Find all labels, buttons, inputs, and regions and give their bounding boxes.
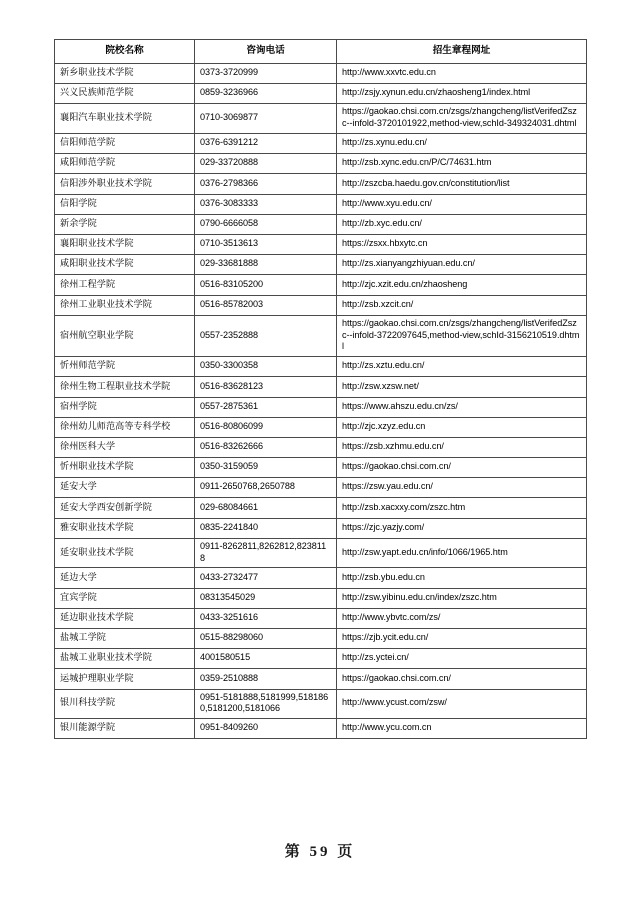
cell-url: http://zsb.xync.edu.cn/P/C/74631.htm — [337, 154, 587, 174]
cell-url: http://zsjy.xynun.edu.cn/zhaosheng1/index.html — [337, 84, 587, 104]
cell-institution-name: 襄阳职业技术学院 — [55, 234, 195, 254]
column-header-phone: 咨询电话 — [195, 40, 337, 64]
table-row — [55, 588, 587, 608]
table-header-row — [55, 40, 587, 64]
table-row — [55, 437, 587, 457]
cell-institution-name: 信阳师范学院 — [55, 134, 195, 154]
cell-url: https://gaokao.chsi.com.cn/ — [337, 669, 587, 689]
table-row — [55, 315, 587, 356]
cell-institution-name: 延安大学 — [55, 478, 195, 498]
cell-url: http://zsw.yapt.edu.cn/info/1066/1965.htm — [337, 538, 587, 568]
cell-phone: 0859-3236966 — [195, 84, 337, 104]
cell-phone: 029-33681888 — [195, 255, 337, 275]
cell-institution-name: 银川科技学院 — [55, 689, 195, 719]
table-row — [55, 84, 587, 104]
cell-phone: 0516-80806099 — [195, 417, 337, 437]
cell-url: http://www.xxvtc.edu.cn — [337, 64, 587, 84]
table-row — [55, 194, 587, 214]
cell-url: https://gaokao.chsi.com.cn/ — [337, 458, 587, 478]
cell-url: http://www.ycust.com/zsw/ — [337, 689, 587, 719]
column-header-url: 招生章程网址 — [337, 40, 587, 64]
cell-institution-name: 襄阳汽车职业技术学院 — [55, 104, 195, 134]
table-row — [55, 649, 587, 669]
cell-institution-name: 徐州工业职业技术学院 — [55, 295, 195, 315]
table-row — [55, 295, 587, 315]
table-row — [55, 255, 587, 275]
cell-url: http://www.ycu.com.cn — [337, 719, 587, 739]
cell-phone: 0710-3513613 — [195, 234, 337, 254]
cell-institution-name: 咸阳职业技术学院 — [55, 255, 195, 275]
table-row — [55, 417, 587, 437]
table-row — [55, 377, 587, 397]
cell-phone: 0515-88298060 — [195, 629, 337, 649]
cell-url: https://gaokao.chsi.com.cn/zsgs/zhangcheng/listVerifedZszc--infold-3722097645,method-view,schId-3156210519.dhtml — [337, 315, 587, 356]
cell-institution-name: 运城护理职业学院 — [55, 669, 195, 689]
cell-institution-name: 银川能源学院 — [55, 719, 195, 739]
cell-phone: 0790-6666058 — [195, 214, 337, 234]
cell-url: https://zjb.ycit.edu.cn/ — [337, 629, 587, 649]
cell-url: http://zsb.ybu.edu.cn — [337, 568, 587, 588]
table-row — [55, 64, 587, 84]
table-row — [55, 134, 587, 154]
cell-phone: 0951-5181888,5181999,5181860,5181200,5181066 — [195, 689, 337, 719]
cell-url: http://zsw.yibinu.edu.cn/index/zszc.htm — [337, 588, 587, 608]
table-row — [55, 214, 587, 234]
cell-institution-name: 延边大学 — [55, 568, 195, 588]
cell-url: https://zjc.yazjy.com/ — [337, 518, 587, 538]
cell-phone: 0911-2650768,2650788 — [195, 478, 337, 498]
cell-institution-name: 新乡职业技术学院 — [55, 64, 195, 84]
cell-url: https://www.ahszu.edu.cn/zs/ — [337, 397, 587, 417]
cell-phone: 029-33720888 — [195, 154, 337, 174]
table-row — [55, 458, 587, 478]
table-row — [55, 234, 587, 254]
cell-phone: 0359-2510888 — [195, 669, 337, 689]
cell-institution-name: 盐城工业职业技术学院 — [55, 649, 195, 669]
cell-url: http://zsb.xzcit.cn/ — [337, 295, 587, 315]
cell-phone: 0557-2875361 — [195, 397, 337, 417]
column-header-institution-name: 院校名称 — [55, 40, 195, 64]
table-row — [55, 154, 587, 174]
cell-institution-name: 忻州师范学院 — [55, 357, 195, 377]
cell-url: http://zs.yctei.cn/ — [337, 649, 587, 669]
table-body — [55, 64, 587, 739]
cell-url: http://zjc.xzyz.edu.cn — [337, 417, 587, 437]
cell-phone: 0433-2732477 — [195, 568, 337, 588]
cell-url: https://zsw.yau.edu.cn/ — [337, 478, 587, 498]
table-row — [55, 397, 587, 417]
cell-phone: 0350-3159059 — [195, 458, 337, 478]
cell-institution-name: 新余学院 — [55, 214, 195, 234]
cell-phone: 08313545029 — [195, 588, 337, 608]
cell-institution-name: 宿州学院 — [55, 397, 195, 417]
cell-phone: 0835-2241840 — [195, 518, 337, 538]
admissions-table — [54, 39, 587, 739]
cell-phone: 0433-3251616 — [195, 608, 337, 628]
cell-url: https://zsb.xzhmu.edu.cn/ — [337, 437, 587, 457]
cell-url: http://zsb.xacxxy.com/zszc.htm — [337, 498, 587, 518]
table-row — [55, 538, 587, 568]
cell-institution-name: 兴义民族师范学院 — [55, 84, 195, 104]
cell-phone: 0373-3720999 — [195, 64, 337, 84]
cell-institution-name: 咸阳师范学院 — [55, 154, 195, 174]
cell-phone: 0710-3069877 — [195, 104, 337, 134]
cell-institution-name: 雅安职业技术学院 — [55, 518, 195, 538]
cell-phone: 0376-3083333 — [195, 194, 337, 214]
cell-phone: 0516-83262666 — [195, 437, 337, 457]
cell-phone: 0951-8409260 — [195, 719, 337, 739]
cell-institution-name: 忻州职业技术学院 — [55, 458, 195, 478]
cell-phone: 0350-3300358 — [195, 357, 337, 377]
table-row — [55, 629, 587, 649]
table-row — [55, 719, 587, 739]
cell-phone: 029-68084661 — [195, 498, 337, 518]
cell-institution-name: 宜宾学院 — [55, 588, 195, 608]
cell-institution-name: 信阳学院 — [55, 194, 195, 214]
cell-url: http://zs.xianyangzhiyuan.edu.cn/ — [337, 255, 587, 275]
cell-phone: 0516-85782003 — [195, 295, 337, 315]
table-row — [55, 104, 587, 134]
cell-url: https://gaokao.chsi.com.cn/zsgs/zhangcheng/listVerifedZszc--infold-3720101922,method-view,schId-349324031.dhtml — [337, 104, 587, 134]
cell-phone: 0911-8262811,8262812,8238118 — [195, 538, 337, 568]
cell-phone: 0376-6391212 — [195, 134, 337, 154]
table-row — [55, 669, 587, 689]
cell-phone: 0557-2352888 — [195, 315, 337, 356]
cell-url: http://zjc.xzit.edu.cn/zhaosheng — [337, 275, 587, 295]
table-row — [55, 275, 587, 295]
cell-phone: 0516-83628123 — [195, 377, 337, 397]
cell-url: https://zsxx.hbxytc.cn — [337, 234, 587, 254]
cell-institution-name: 宿州航空职业学院 — [55, 315, 195, 356]
cell-url: http://zsw.xzsw.net/ — [337, 377, 587, 397]
cell-phone: 0516-83105200 — [195, 275, 337, 295]
cell-institution-name: 徐州幼儿师范高等专科学校 — [55, 417, 195, 437]
cell-institution-name: 徐州生物工程职业技术学院 — [55, 377, 195, 397]
table-row — [55, 478, 587, 498]
cell-url: http://www.ybvtc.com/zs/ — [337, 608, 587, 628]
table-row — [55, 568, 587, 588]
cell-url: http://www.xyu.edu.cn/ — [337, 194, 587, 214]
table-row — [55, 689, 587, 719]
cell-url: http://zb.xyc.edu.cn/ — [337, 214, 587, 234]
cell-url: http://zs.xynu.edu.cn/ — [337, 134, 587, 154]
cell-phone: 4001580515 — [195, 649, 337, 669]
cell-institution-name: 信阳涉外职业技术学院 — [55, 174, 195, 194]
cell-url: http://zszcba.haedu.gov.cn/constitution/list — [337, 174, 587, 194]
cell-institution-name: 延安职业技术学院 — [55, 538, 195, 568]
cell-institution-name: 徐州工程学院 — [55, 275, 195, 295]
cell-url: http://zs.xztu.edu.cn/ — [337, 357, 587, 377]
table-row — [55, 608, 587, 628]
cell-institution-name: 盐城工学院 — [55, 629, 195, 649]
cell-institution-name: 延安大学西安创新学院 — [55, 498, 195, 518]
table-header — [55, 40, 587, 64]
page-footer: 第 59 页 — [284, 844, 356, 860]
cell-phone: 0376-2798366 — [195, 174, 337, 194]
cell-institution-name: 延边职业技术学院 — [55, 608, 195, 628]
table-row — [55, 518, 587, 538]
table-row — [55, 498, 587, 518]
table-row — [55, 174, 587, 194]
cell-institution-name: 徐州医科大学 — [55, 437, 195, 457]
table-row — [55, 357, 587, 377]
admissions-table-container — [54, 39, 586, 739]
